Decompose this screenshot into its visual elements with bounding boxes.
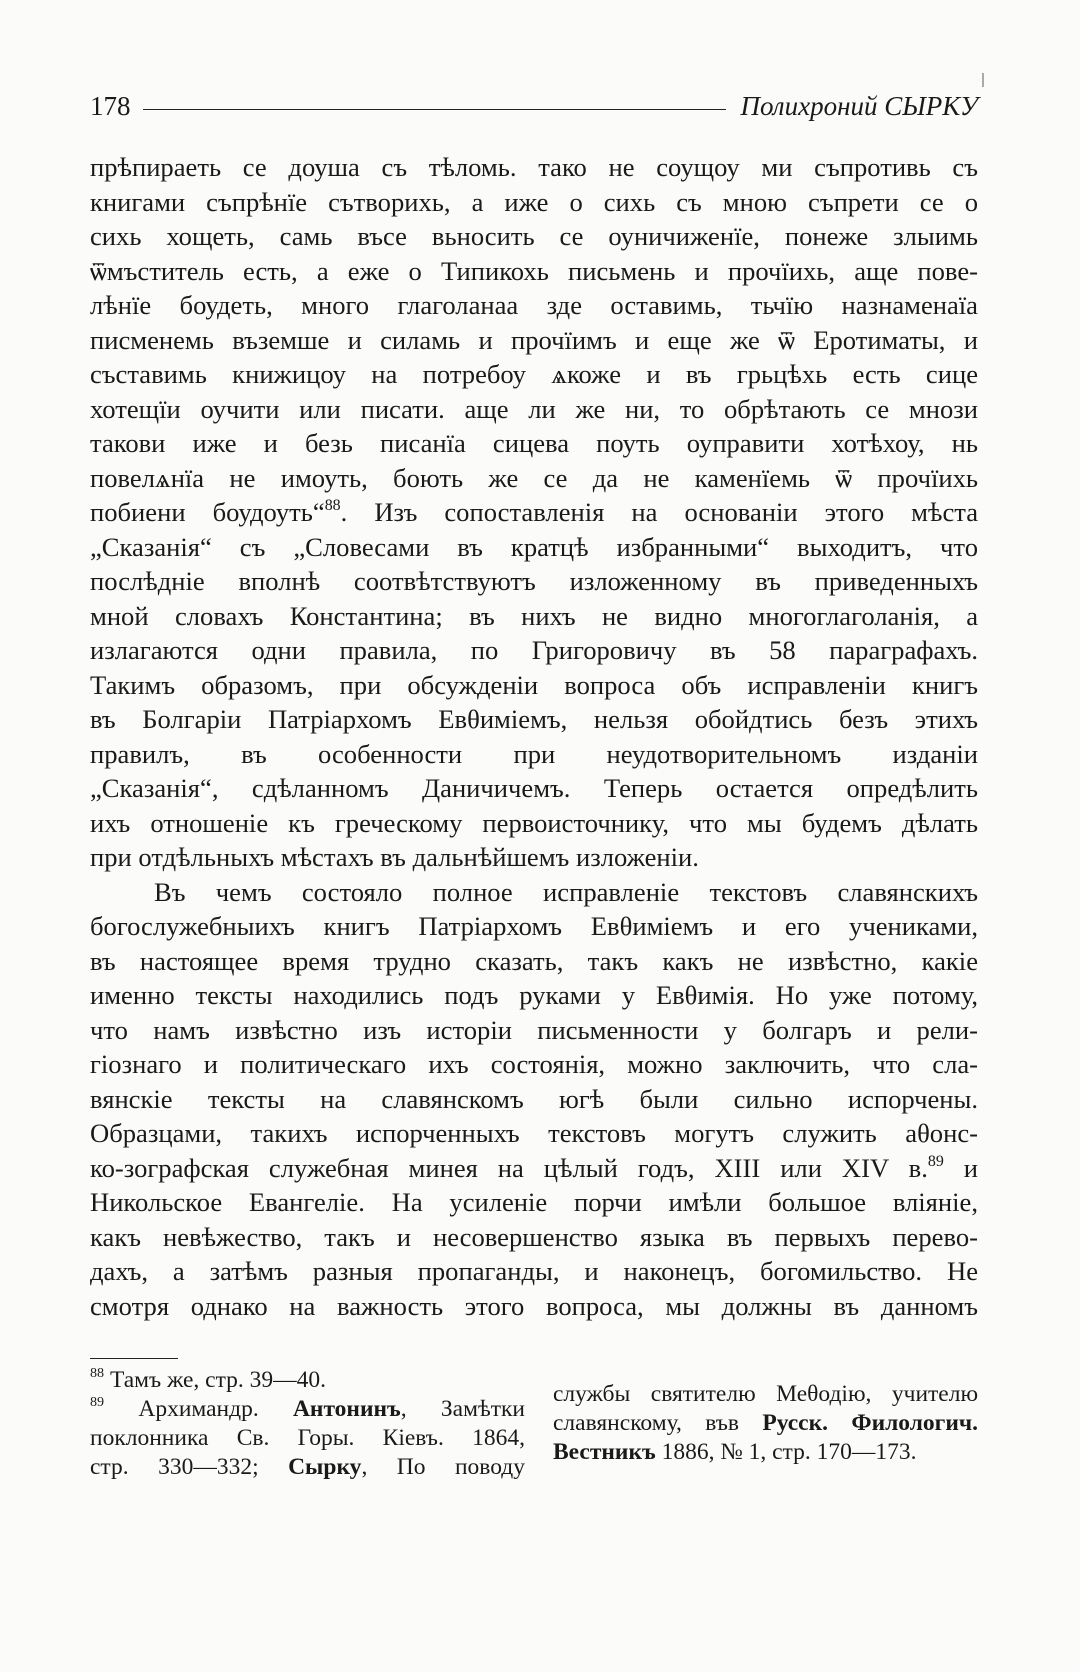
text-line: хотещїи оучити или писати. аще ли же ни, то обрѣтають се мнози bbox=[90, 393, 978, 424]
text-line: въ настоящее время трудно сказать, такъ какъ не извѣстно, какіе bbox=[90, 945, 978, 976]
footnote-line: службы святителю Меθодію, учителю bbox=[553, 1381, 978, 1407]
journal-title: Вестникъ bbox=[553, 1439, 656, 1465]
text-line: что намъ извѣстно изъ исторіи письменности у болгаръ и рели- bbox=[90, 1014, 978, 1045]
header-rule bbox=[143, 109, 727, 110]
footnote-text: Тамъ же, стр. 39—40. bbox=[109, 1367, 327, 1393]
footnote-line bbox=[553, 1409, 978, 1438]
footnote-text: , По поводу bbox=[361, 1454, 525, 1480]
footnote-ref-89[interactable]: 89 bbox=[927, 1152, 944, 1170]
footnote-line bbox=[553, 1438, 978, 1467]
journal-title: Русск. Филологич. bbox=[762, 1410, 979, 1436]
text-line: именно тексты находились подъ руками у Евθимія. Но уже потому, bbox=[90, 980, 978, 1010]
author-name: Сырку bbox=[288, 1454, 362, 1480]
text-line: такови иже и безь писанїа сицева поуть оуправити хотѣхоу, нь bbox=[90, 428, 978, 458]
text-line: въ Болгаріи Патріархомъ Евθиміемъ, нельзя обойдтись безъ этихъ bbox=[90, 704, 978, 734]
footnote-line bbox=[90, 1453, 525, 1482]
text-line bbox=[90, 495, 978, 530]
footnote-number: 88 bbox=[90, 1365, 105, 1382]
text-line: излагаются одни правила, по Григоровичу въ 58 параграфахъ. bbox=[90, 635, 978, 665]
text-line bbox=[90, 1151, 978, 1186]
text-line: ѿмъститель есть, а еже о Типикохь письмень и прочїихь, аще пове- bbox=[90, 255, 978, 286]
footnote-ref-88[interactable]: 88 bbox=[324, 496, 341, 514]
text-line: „Сказанія“, сдѣланномъ Даничичемъ. Теперь остается опредѣлить bbox=[90, 773, 978, 803]
footnote-text: 1886, № 1, стр. 170—173. bbox=[655, 1439, 917, 1465]
text-segment: ко-зографская служебная минея на цѣлый годъ, XIII или XIV в. bbox=[90, 1152, 928, 1183]
footnote-88 bbox=[90, 1366, 525, 1395]
text-line: съставимь книжицоу на потребоу ѧкоже и въ грьцѣхь есть сице bbox=[90, 359, 978, 389]
author-name: Антонинъ bbox=[292, 1396, 401, 1422]
text-line: писменемь въземше и силамь и прочїимъ и еще же ѿ Еротиматы, и bbox=[90, 324, 978, 355]
text-line: богослужебныихъ книгъ Патріархомъ Евθиміемъ и его учениками, bbox=[90, 911, 978, 941]
page-number: 178 bbox=[90, 90, 131, 121]
text-line: Никольское Евангеліе. На усиленіе порчи имѣли большое вліяніе, bbox=[90, 1187, 978, 1217]
footnote-column-right bbox=[553, 1380, 978, 1467]
text-line: послѣдніе вполнѣ соотвѣтствуютъ изложенному въ приведенныхъ bbox=[90, 566, 978, 596]
text-segment: побиени боудоуть“ bbox=[90, 497, 325, 527]
running-title: Полихроний СЫРКУ bbox=[740, 90, 978, 121]
text-line: вянскіе тексты на славянскомъ югѣ были сильно испорчены. bbox=[90, 1083, 978, 1114]
footnote-text: Архимандр. bbox=[138, 1396, 293, 1422]
text-line: ихъ отношеніе къ греческому первоисточнику, что мы будемъ дѣлать bbox=[90, 807, 978, 838]
footnote-text: стр. 330—332; bbox=[90, 1454, 289, 1480]
text-line: повелѧнїа не имоуть, боють же се да не каменїемь ѿ прочїихь bbox=[90, 462, 978, 493]
scan-speck bbox=[982, 73, 984, 87]
text-line: смотря однако на важность этого вопроса, мы должны въ данномъ bbox=[90, 1290, 978, 1321]
footnote-text: , Замѣтки bbox=[400, 1396, 525, 1422]
text-line: Такимъ образомъ, при обсужденіи вопроса объ исправленіи книгъ bbox=[90, 669, 978, 700]
paragraph-start: Въ чемъ состояло полное исправленіе текстовъ славянскихъ bbox=[154, 876, 978, 907]
text-segment: . Изъ сопоставленія на основаніи этого мѣста bbox=[340, 497, 979, 527]
footnote-column-left bbox=[90, 1366, 525, 1482]
footnote-89 bbox=[90, 1395, 525, 1424]
footnote-text: славянскому, във bbox=[553, 1410, 763, 1436]
text-line: правилъ, въ особенности при неудотворительномъ изданіи bbox=[90, 738, 978, 769]
footnote-line: поклонника Св. Горы. Кіевъ. 1864, bbox=[90, 1425, 525, 1451]
text-line: при отдѣльныхъ мѣстахъ въ дальнѣйшемъ изложеніи. bbox=[90, 842, 699, 872]
main-text bbox=[90, 150, 978, 1323]
text-line: мной словахъ Константина; въ нихъ не видно многоглаголанія, а bbox=[90, 600, 978, 631]
text-segment: и bbox=[943, 1152, 978, 1183]
text-line: лѣнїе боудеть, много глаголанаа зде оставимь, тьчїю назнаменаїа bbox=[90, 290, 978, 320]
text-line: гіознаго и политическаго ихъ состоянія, можно заключить, что сла- bbox=[90, 1049, 978, 1079]
text-line: „Сказанія“ съ „Словесами въ кратцѣ избранными“ выходитъ, что bbox=[90, 531, 978, 562]
text-line: книгами съпрѣнїе сътворихь, а иже о сихь съ мною съпрети се о bbox=[90, 186, 978, 217]
running-head bbox=[90, 86, 978, 126]
text-line: дахъ, а затѣмъ разныя пропаганды, и наконецъ, богомильство. Не bbox=[90, 1256, 978, 1286]
text-line: какъ невѣжество, такъ и несовершенство языка въ первыхъ перево- bbox=[90, 1221, 978, 1252]
text-line: прѣпираеть се доуша съ тѣломь. тако не соущоу ми съпротивь съ bbox=[90, 152, 978, 182]
text-line: Образцами, такихъ испорченныхъ текстовъ могутъ служить аθонс- bbox=[90, 1118, 978, 1148]
text-line: сихь хощеть, самь въсе вьносить се оуничиженїе, понеже злыимь bbox=[90, 221, 978, 251]
footnote-rule bbox=[90, 1358, 178, 1359]
footnote-number: 89 bbox=[90, 1394, 105, 1411]
